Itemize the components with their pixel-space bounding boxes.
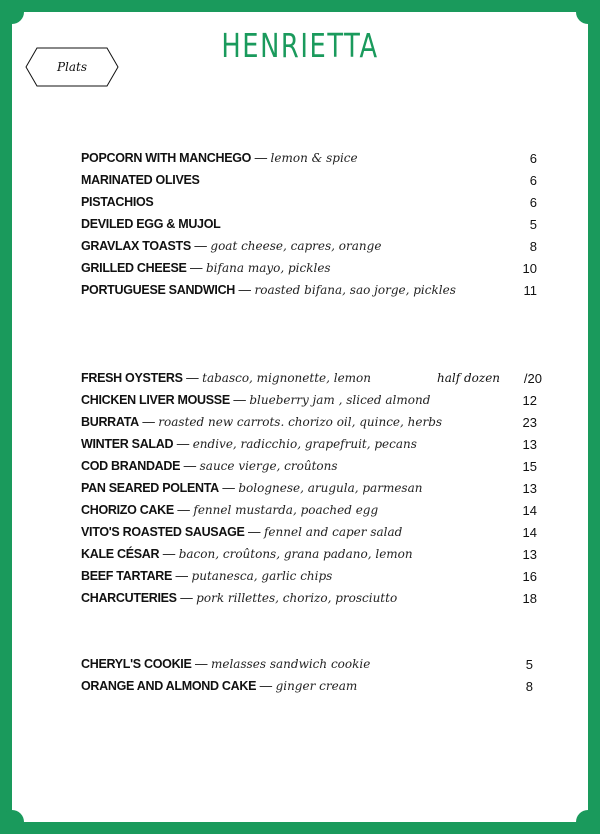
menu-item: CHICKEN LIVER MOUSSE — blueberry jam , sliced almond 12 <box>81 393 537 408</box>
menu-item: CHORIZO CAKE — fennel mustarda, poached egg 14 <box>81 503 537 518</box>
menu-page <box>12 12 588 822</box>
corner-notch <box>0 0 24 24</box>
corner-notch <box>576 810 600 834</box>
corner-notch <box>576 0 600 24</box>
menu-item: FRESH OYSTERS — tabasco, mignonette, lemon half dozen /20 <box>81 371 542 386</box>
menu-item: VITO'S ROASTED SAUSAGE — fennel and caper salad 14 <box>81 525 537 540</box>
menu-item: COD BRANDADE — sauce vierge, croûtons 15 <box>81 459 537 474</box>
restaurant-title: HENRIETTA <box>221 26 379 65</box>
menu-item: PAN SEARED POLENTA — bolognese, arugula, parmesan 13 <box>81 481 537 496</box>
menu-item: ORANGE AND ALMOND CAKE — ginger cream 8 <box>81 679 533 694</box>
menu-item: WINTER SALAD — endive, radicchio, grapefruit, pecans 13 <box>81 437 537 452</box>
menu-item: KALE CÉSAR — bacon, croûtons, grana padano, lemon 13 <box>81 547 537 562</box>
menu-item: DEVILED EGG & MUJOL 5 <box>81 217 537 232</box>
menu-item: BURRATA — roasted new carrots. chorizo oil, quince, herbs 23 <box>81 415 537 430</box>
menu-item: POPCORN WITH MANCHEGO — lemon & spice 6 <box>81 151 537 166</box>
section-label: Plats <box>56 60 88 74</box>
menu-item: GRILLED CHEESE — bifana mayo, pickles 10 <box>81 261 537 276</box>
menu-item: GRAVLAX TOASTS — goat cheese, capres, orange 8 <box>81 239 537 254</box>
menu-item: PISTACHIOS 6 <box>81 195 537 210</box>
portion-label: half dozen <box>437 371 501 385</box>
menu-item: CHARCUTERIES — pork rillettes, chorizo, prosciutto 18 <box>81 591 537 606</box>
menu-item: PORTUGUESE SANDWICH — roasted bifana, sao jorge, pickles 11 <box>81 283 537 298</box>
menu-item: MARINATED OLIVES 6 <box>81 173 537 188</box>
corner-notch <box>0 810 24 834</box>
menu-item: BEEF TARTARE — putanesca, garlic chips 16 <box>81 569 537 584</box>
menu-item: CHERYL'S COOKIE — melasses sandwich cookie 5 <box>81 657 533 672</box>
